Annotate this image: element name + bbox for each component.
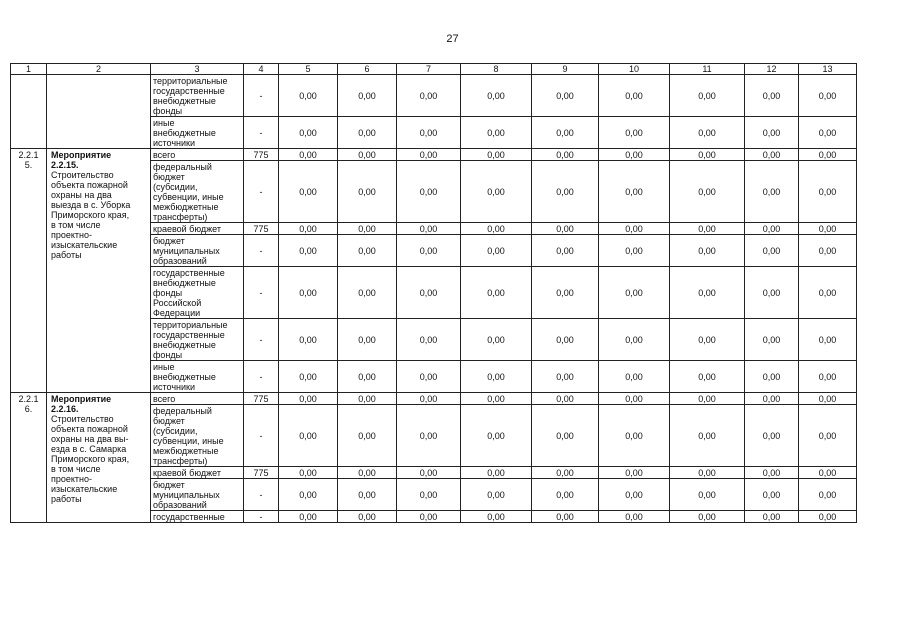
value-cell: 0,00: [461, 319, 532, 361]
text-line: краевой бюджет: [153, 468, 221, 478]
text-line: внебюджетные: [153, 278, 216, 288]
value-cell: 0,00: [799, 405, 857, 467]
code-cell: -: [244, 161, 279, 223]
value-cell: 0,00: [338, 117, 397, 149]
text-line: внебюджетные: [153, 128, 216, 138]
value-cell: 0,00: [338, 479, 397, 511]
column-header-1: 1: [11, 64, 47, 75]
value-cell: 0,00: [461, 511, 532, 523]
value-cell: 0,00: [397, 235, 461, 267]
value-cell: 0,00: [397, 511, 461, 523]
text-line: муниципальных: [153, 246, 220, 256]
text-line: проектно-: [51, 474, 93, 484]
source-cell: [151, 467, 244, 479]
text-line: иные: [153, 362, 175, 372]
value-cell: 0,00: [461, 467, 532, 479]
text-line: источники: [153, 382, 196, 392]
text-line: фонды: [153, 106, 183, 116]
header-row: [11, 64, 857, 75]
text-line: межбюджетные: [153, 202, 219, 212]
code-cell: -: [244, 319, 279, 361]
value-cell: 0,00: [532, 75, 599, 117]
text-line: 2.2.1: [18, 394, 39, 404]
text-line: трансферты): [153, 212, 208, 222]
value-cell: 0,00: [745, 361, 799, 393]
text-line: образований: [153, 500, 207, 510]
value-cell: 0,00: [599, 75, 670, 117]
measure-title: [47, 149, 151, 393]
text-line: государственные: [153, 268, 225, 278]
text-line: 2.2.1: [18, 150, 39, 160]
text-line: государственные: [153, 512, 225, 522]
text-line: краевой бюджет: [153, 224, 221, 234]
value-cell: 0,00: [279, 361, 338, 393]
source-cell: [151, 479, 244, 511]
value-cell: 0,00: [799, 511, 857, 523]
value-cell: 0,00: [397, 267, 461, 319]
value-cell: 0,00: [745, 467, 799, 479]
value-cell: 0,00: [599, 319, 670, 361]
value-cell: 0,00: [279, 267, 338, 319]
value-cell: 0,00: [745, 75, 799, 117]
code-cell: 775: [244, 149, 279, 161]
value-cell: 0,00: [799, 393, 857, 405]
code-cell: -: [244, 361, 279, 393]
value-cell: 0,00: [745, 319, 799, 361]
value-cell: 0,00: [461, 361, 532, 393]
value-cell: 0,00: [799, 361, 857, 393]
value-cell: 0,00: [338, 149, 397, 161]
text-line: субвенции, иные: [153, 192, 224, 202]
value-cell: 0,00: [338, 267, 397, 319]
value-cell: 0,00: [599, 405, 670, 467]
code-cell: -: [244, 75, 279, 117]
value-cell: 0,00: [599, 479, 670, 511]
title-bold-line: Мероприятие: [51, 150, 112, 160]
value-cell: 0,00: [532, 161, 599, 223]
value-cell: 0,00: [599, 467, 670, 479]
source-cell: [151, 117, 244, 149]
value-cell: 0,00: [799, 149, 857, 161]
value-cell: 0,00: [799, 75, 857, 117]
value-cell: 0,00: [338, 319, 397, 361]
value-cell: 0,00: [599, 149, 670, 161]
value-cell: 0,00: [532, 267, 599, 319]
text-line: работы: [51, 250, 82, 260]
text-line: проектно-: [51, 230, 93, 240]
text-line: 5.: [24, 160, 33, 170]
value-cell: 0,00: [397, 479, 461, 511]
value-cell: 0,00: [670, 405, 745, 467]
text-line: работы: [51, 494, 82, 504]
text-line: Строительство: [51, 170, 114, 180]
value-cell: 0,00: [397, 319, 461, 361]
text-line: (субсидии,: [153, 182, 198, 192]
value-cell: 0,00: [799, 117, 857, 149]
value-cell: 0,00: [670, 75, 745, 117]
value-cell: 0,00: [532, 393, 599, 405]
measure-number: [11, 393, 47, 523]
source-cell: [151, 361, 244, 393]
value-cell: 0,00: [670, 267, 745, 319]
title-bold-line: Мероприятие: [51, 394, 112, 404]
text-line: внебюджетные: [153, 372, 216, 382]
value-cell: 0,00: [745, 267, 799, 319]
value-cell: 0,00: [532, 479, 599, 511]
code-cell: 775: [244, 393, 279, 405]
value-cell: 0,00: [461, 117, 532, 149]
code-cell: -: [244, 117, 279, 149]
text-line: бюджет: [153, 480, 185, 490]
value-cell: 0,00: [532, 117, 599, 149]
value-cell: 0,00: [745, 223, 799, 235]
value-cell: 0,00: [670, 511, 745, 523]
value-cell: 0,00: [338, 511, 397, 523]
column-header-10: 10: [599, 64, 670, 75]
value-cell: 0,00: [532, 319, 599, 361]
value-cell: 0,00: [670, 393, 745, 405]
text-line: фонды: [153, 288, 183, 298]
value-cell: 0,00: [461, 479, 532, 511]
value-cell: 0,00: [461, 75, 532, 117]
value-cell: 0,00: [338, 405, 397, 467]
value-cell: 0,00: [397, 161, 461, 223]
value-cell: 0,00: [745, 405, 799, 467]
source-cell: [151, 223, 244, 235]
code-cell: -: [244, 479, 279, 511]
value-cell: 0,00: [461, 223, 532, 235]
value-cell: 0,00: [670, 149, 745, 161]
value-cell: 0,00: [532, 405, 599, 467]
table-row: [11, 149, 857, 161]
source-cell: [151, 235, 244, 267]
value-cell: 0,00: [599, 235, 670, 267]
value-cell: 0,00: [599, 223, 670, 235]
source-cell: [151, 319, 244, 361]
title-bold-line: 2.2.15.: [51, 160, 79, 170]
text-line: Приморского края,: [51, 210, 130, 220]
value-cell: 0,00: [461, 161, 532, 223]
value-cell: 0,00: [670, 319, 745, 361]
source-cell: [151, 75, 244, 117]
value-cell: 0,00: [799, 467, 857, 479]
measure-title: [47, 393, 151, 523]
column-header-12: 12: [745, 64, 799, 75]
value-cell: 0,00: [279, 235, 338, 267]
column-header-5: 5: [279, 64, 338, 75]
value-cell: 0,00: [532, 223, 599, 235]
text-line: внебюджетные: [153, 96, 216, 106]
text-line: фонды: [153, 350, 183, 360]
value-cell: 0,00: [338, 75, 397, 117]
value-cell: 0,00: [461, 235, 532, 267]
text-line: бюджет: [153, 172, 185, 182]
code-cell: -: [244, 235, 279, 267]
value-cell: 0,00: [279, 149, 338, 161]
text-line: государственные: [153, 330, 225, 340]
column-header-7: 7: [397, 64, 461, 75]
text-line: всего: [153, 394, 176, 404]
value-cell: 0,00: [745, 149, 799, 161]
value-cell: 0,00: [338, 223, 397, 235]
text-line: Приморского края,: [51, 454, 130, 464]
text-line: выезда в с. Уборка: [51, 200, 131, 210]
text-line: источники: [153, 138, 196, 148]
text-line: территориальные: [153, 320, 228, 330]
value-cell: 0,00: [670, 479, 745, 511]
value-cell: 0,00: [279, 405, 338, 467]
text-line: (субсидии,: [153, 426, 198, 436]
value-cell: 0,00: [279, 161, 338, 223]
value-cell: 0,00: [338, 361, 397, 393]
column-header-4: 4: [244, 64, 279, 75]
value-cell: 0,00: [670, 235, 745, 267]
source-cell: [151, 511, 244, 523]
value-cell: 0,00: [745, 393, 799, 405]
text-line: иные: [153, 118, 175, 128]
value-cell: 0,00: [532, 467, 599, 479]
value-cell: 0,00: [599, 117, 670, 149]
value-cell: 0,00: [670, 161, 745, 223]
source-cell: [151, 161, 244, 223]
empty-title-cell: [47, 75, 151, 149]
value-cell: 0,00: [397, 117, 461, 149]
text-line: федеральный: [153, 406, 212, 416]
value-cell: 0,00: [799, 319, 857, 361]
value-cell: 0,00: [279, 393, 338, 405]
column-header-3: 3: [151, 64, 244, 75]
text-line: бюджет: [153, 416, 185, 426]
text-line: всего: [153, 150, 176, 160]
value-cell: 0,00: [745, 479, 799, 511]
value-cell: 0,00: [599, 267, 670, 319]
text-line: трансферты): [153, 456, 208, 466]
column-header-13: 13: [799, 64, 857, 75]
column-header-8: 8: [461, 64, 532, 75]
value-cell: 0,00: [745, 511, 799, 523]
value-cell: 0,00: [338, 393, 397, 405]
text-line: муниципальных: [153, 490, 220, 500]
source-cell: [151, 149, 244, 161]
text-line: Российской: [153, 298, 202, 308]
value-cell: 0,00: [397, 75, 461, 117]
text-line: межбюджетные: [153, 446, 219, 456]
value-cell: 0,00: [279, 467, 338, 479]
value-cell: 0,00: [338, 467, 397, 479]
value-cell: 0,00: [599, 511, 670, 523]
value-cell: 0,00: [599, 161, 670, 223]
value-cell: 0,00: [279, 223, 338, 235]
empty-code-cell: [11, 75, 47, 149]
page-number: 27: [446, 33, 459, 45]
value-cell: 0,00: [279, 319, 338, 361]
source-cell: [151, 393, 244, 405]
value-cell: 0,00: [599, 393, 670, 405]
measure-number: [11, 149, 47, 393]
code-cell: 775: [244, 467, 279, 479]
value-cell: 0,00: [397, 223, 461, 235]
value-cell: 0,00: [397, 405, 461, 467]
value-cell: 0,00: [532, 235, 599, 267]
value-cell: 0,00: [799, 235, 857, 267]
value-cell: 0,00: [799, 267, 857, 319]
value-cell: 0,00: [338, 161, 397, 223]
text-line: в том числе: [51, 464, 101, 474]
value-cell: 0,00: [279, 75, 338, 117]
source-cell: [151, 267, 244, 319]
table-row: [11, 75, 857, 117]
value-cell: 0,00: [279, 479, 338, 511]
text-line: субвенции, иные: [153, 436, 224, 446]
value-cell: 0,00: [279, 511, 338, 523]
table-row: [11, 393, 857, 405]
column-header-6: 6: [338, 64, 397, 75]
value-cell: 0,00: [670, 361, 745, 393]
value-cell: 0,00: [745, 117, 799, 149]
value-cell: 0,00: [745, 161, 799, 223]
text-line: внебюджетные: [153, 340, 216, 350]
text-line: изыскательские: [51, 484, 118, 494]
column-header-11: 11: [670, 64, 745, 75]
code-cell: -: [244, 267, 279, 319]
text-line: Строительство: [51, 414, 114, 424]
text-line: объекта пожарной: [51, 180, 128, 190]
value-cell: 0,00: [397, 393, 461, 405]
value-cell: 0,00: [461, 267, 532, 319]
text-line: объекта пожарной: [51, 424, 128, 434]
value-cell: 0,00: [670, 223, 745, 235]
text-line: охраны на два: [51, 190, 112, 200]
source-cell: [151, 405, 244, 467]
value-cell: 0,00: [532, 511, 599, 523]
text-line: в том числе: [51, 220, 101, 230]
text-line: федеральный: [153, 162, 212, 172]
budget-table: [10, 63, 857, 523]
column-header-2: 2: [47, 64, 151, 75]
value-cell: 0,00: [599, 361, 670, 393]
text-line: бюджет: [153, 236, 185, 246]
value-cell: 0,00: [745, 235, 799, 267]
value-cell: 0,00: [799, 161, 857, 223]
value-cell: 0,00: [338, 235, 397, 267]
value-cell: 0,00: [461, 393, 532, 405]
table-body: [11, 64, 857, 523]
value-cell: 0,00: [279, 117, 338, 149]
text-line: охраны на два вы-: [51, 434, 129, 444]
value-cell: 0,00: [397, 149, 461, 161]
value-cell: 0,00: [397, 467, 461, 479]
text-line: 6.: [24, 404, 33, 414]
text-line: государственные: [153, 86, 225, 96]
value-cell: 0,00: [461, 405, 532, 467]
value-cell: 0,00: [670, 467, 745, 479]
title-bold-line: 2.2.16.: [51, 404, 79, 414]
value-cell: 0,00: [461, 149, 532, 161]
value-cell: 0,00: [532, 149, 599, 161]
text-line: Федерации: [153, 308, 201, 318]
value-cell: 0,00: [532, 361, 599, 393]
code-cell: -: [244, 511, 279, 523]
value-cell: 0,00: [799, 479, 857, 511]
text-line: изыскательские: [51, 240, 118, 250]
value-cell: 0,00: [670, 117, 745, 149]
text-line: езда в с. Самарка: [51, 444, 127, 454]
column-header-9: 9: [532, 64, 599, 75]
value-cell: 0,00: [799, 223, 857, 235]
text-line: территориальные: [153, 76, 228, 86]
code-cell: -: [244, 405, 279, 467]
text-line: образований: [153, 256, 207, 266]
code-cell: 775: [244, 223, 279, 235]
value-cell: 0,00: [397, 361, 461, 393]
